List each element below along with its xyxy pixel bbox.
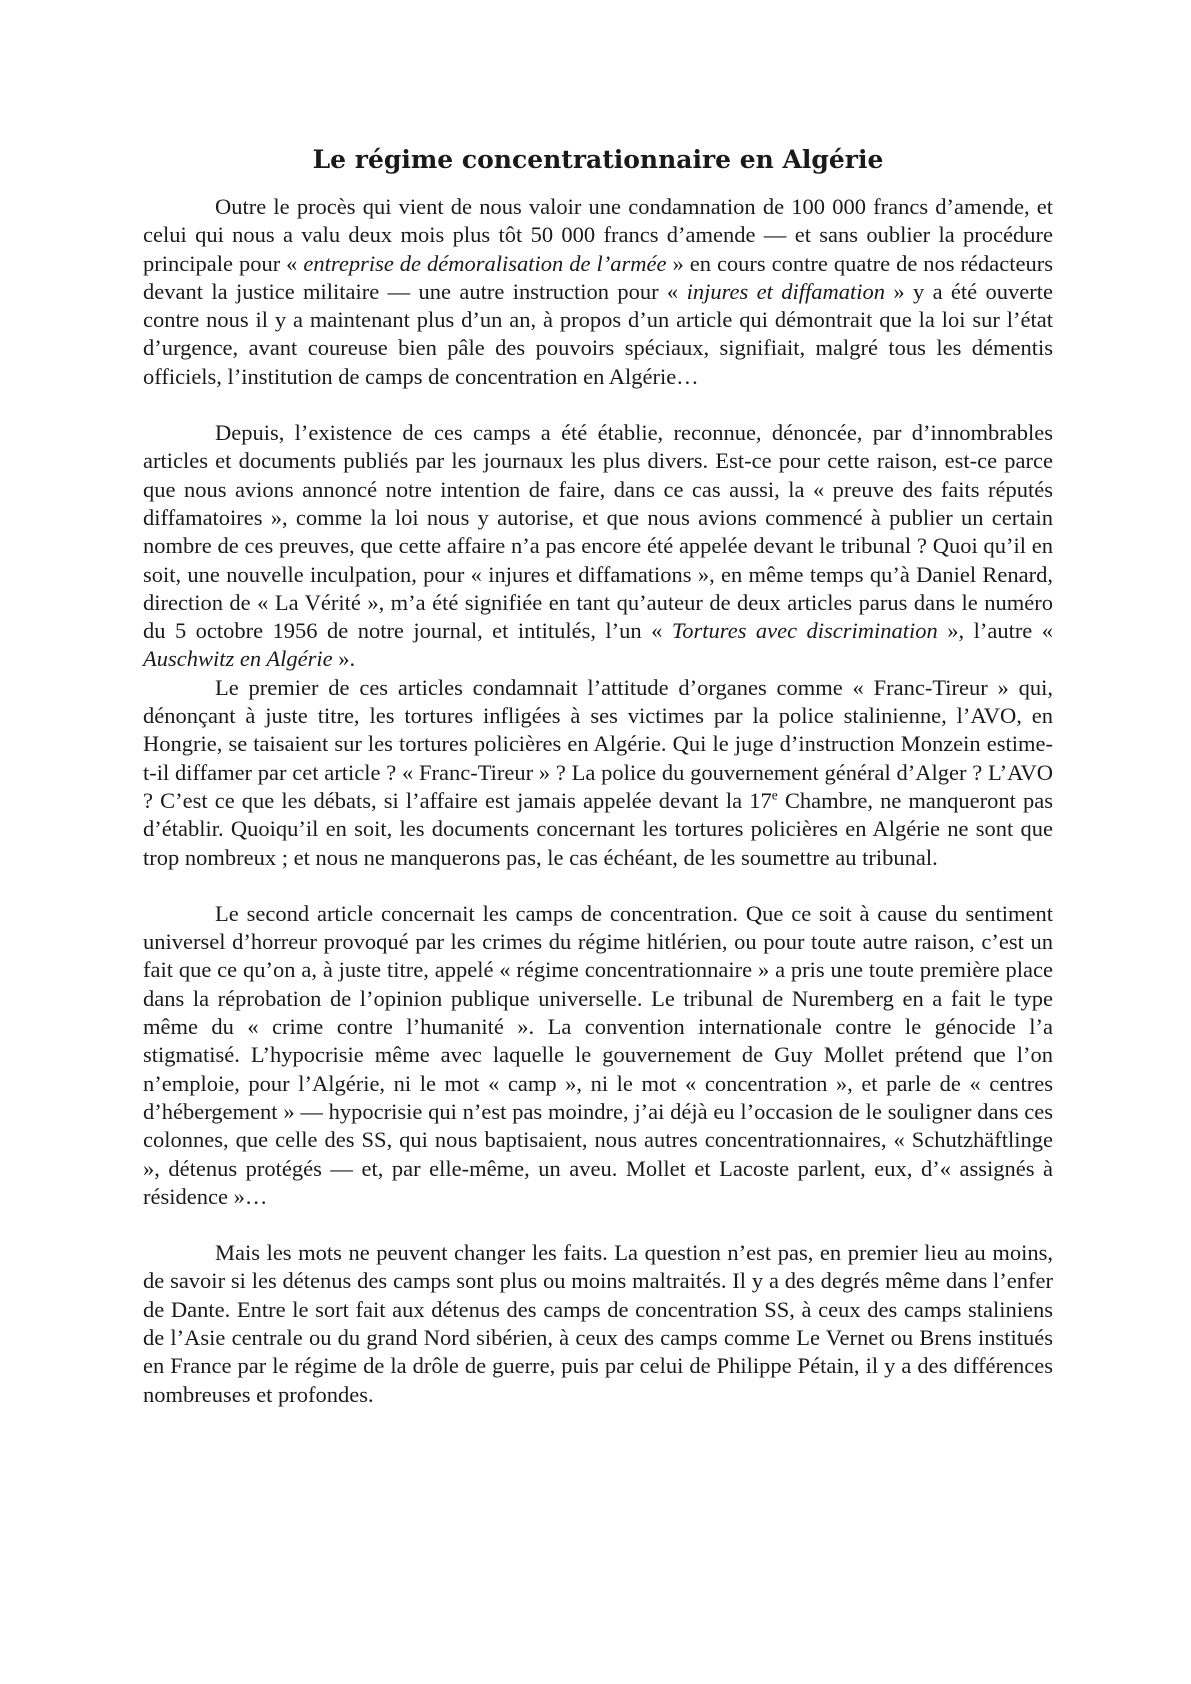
document-title: Le régime concentrationnaire en Algérie — [312, 145, 884, 174]
paragraph-1-text-a: Outre le procès qui vient de nous valoir une condamnation de 100 000 francs d’amende, et celui qui nous a valu deux mois plus tôt 50 000 francs d’amende — et sans oublier la procédure principale pour « — [143, 194, 1053, 276]
paragraph-2 — [143, 419, 1053, 674]
paragraph-2-italic-2: Auschwitz en Algérie — [143, 646, 333, 672]
paragraph-1 — [143, 193, 1053, 391]
paragraph-1-text-e: » y a été ouverte contre nous il y a maintenant plus d’un an, à propos d’un article qui démontrait que la loi sur l’état d’urgence, avant coureuse bien pâle des pouvoirs spéciaux, signifiait, malgré tous les démentis officiels, l’institution de camps de concentration en Algérie… — [143, 278, 1053, 389]
paragraph-4: Le second article concernait les camps de concentration. Que ce soit à cause du sentiment universel d’horreur provoqué par les crimes du régime hitlérien, ou pour toute autre raison, c’est un fait que ce qu’on a, à juste titre, appelé « régime concentrationnaire » a pris une toute première place dans la réprobation de l’opinion publique universelle. Le tribunal de Nuremberg en a fait le type même du « crime contre l’humanité ». La convention internationale contre le génocide l’a stigmatisé. L’hypocrisie même avec laquelle le gouvernement de Guy Mollet prétend que l’on n’emploie, pour l’Algérie, ni le mot « camp », ni le mot « concentration », et parle de « centres d’hébergement » — hypocrisie qui n’est pas moindre, j’ai déjà eu l’occasion de le souligner dans ces colonnes, que celle des SS, qui nous baptisaient, nous autres concentrationnaires, « Schutzhäftlinge », détenus protégés — et, par elle-même, un aveu. Mollet et Lacoste parlent, eux, d’« assignés à résidence »… — [143, 900, 1053, 1209]
paragraph-1-text-c: » en cours contre quatre de nos rédacteurs devant la justice militaire — une autre instruction pour « — [143, 250, 1053, 304]
paragraph-1-italic-2: injures et diffamation — [686, 278, 885, 304]
paragraph-2-text-a: Depuis, l’existence de ces camps a été établie, reconnue, dénoncée, par d’innombrables articles et documents publiés par les journaux les plus divers. Est-ce pour cette raison, est-ce parce que nous avions annoncé notre intention de faire, dans ce cas aussi, la « preuve des faits réputés diffamatoires », comme la loi nous y autorise, et que nous avions commencé à publier un certain nombre de ces preuves, que cette affaire n’a pas encore été appelée devant le tribunal ? Quoi qu’il en soit, une nouvelle inculpation, pour « injures et diffamations », en même temps qu’à Daniel Renard, direction de « La Vérité », m’a été signifiée en tant qu’auteur de deux articles parus dans le numéro du 5 octobre 1956 de notre journal, et intitulés, l’un « — [143, 420, 1053, 644]
document-page — [143, 130, 1053, 1409]
paragraph-2-text-c: », l’autre « — [937, 618, 1053, 644]
paragraph-3-superscript: e — [771, 787, 778, 803]
paragraph-5: Mais les mots ne peuvent changer les faits. La question n’est pas, en premier lieu au moins, de savoir si les détenus des camps sont plus ou moins maltraités. Il y a des degrés même dans l’enfer de Dante. Entre le sort fait aux détenus des camps de concentration SS, à ceux des camps staliniens de l’Asie centrale ou du grand Nord sibérien, à ceux des camps comme Le Vernet ou Brens institués en France par le régime de la drôle de guerre, puis par celui de Philippe Pétain, il y a des différences nombreuses et profondes. — [143, 1240, 1053, 1407]
paragraph-2-text-e: ». — [332, 646, 356, 672]
paragraph-1-italic-1: entreprise de démoralisation de l’armée — [303, 250, 667, 276]
paragraph-2-italic-1: Tortures avec discrimination — [671, 618, 938, 644]
paragraph-3-text-b: Chambre, ne manqueront pas d’établir. Quoiqu’il en soit, les documents concernant les tortures policières en Algérie ne sont que trop nombreux ; et nous ne manquerons pas, le cas échéant, de les soumettre au tribunal. — [143, 787, 1053, 870]
paragraph-3-text-a: Le premier de ces articles condamnait l’attitude d’organes comme « Franc-Tireur » qui, dénonçant à juste titre, les tortures infligées à ses victimes par la police stalinienne, l’AVO, en Hongrie, se taisaient sur les tortures policières en Algérie. Qui le juge d’instruction Monzein estime-t-il diffamer par cet article ? « Franc-Tireur » ? La police du gouvernement général d’Alger ? L’AVO ? C’est ce que les débats, si l’affaire est jamais appelée devant la 17 — [143, 674, 1053, 813]
paragraph-3 — [143, 674, 1053, 872]
